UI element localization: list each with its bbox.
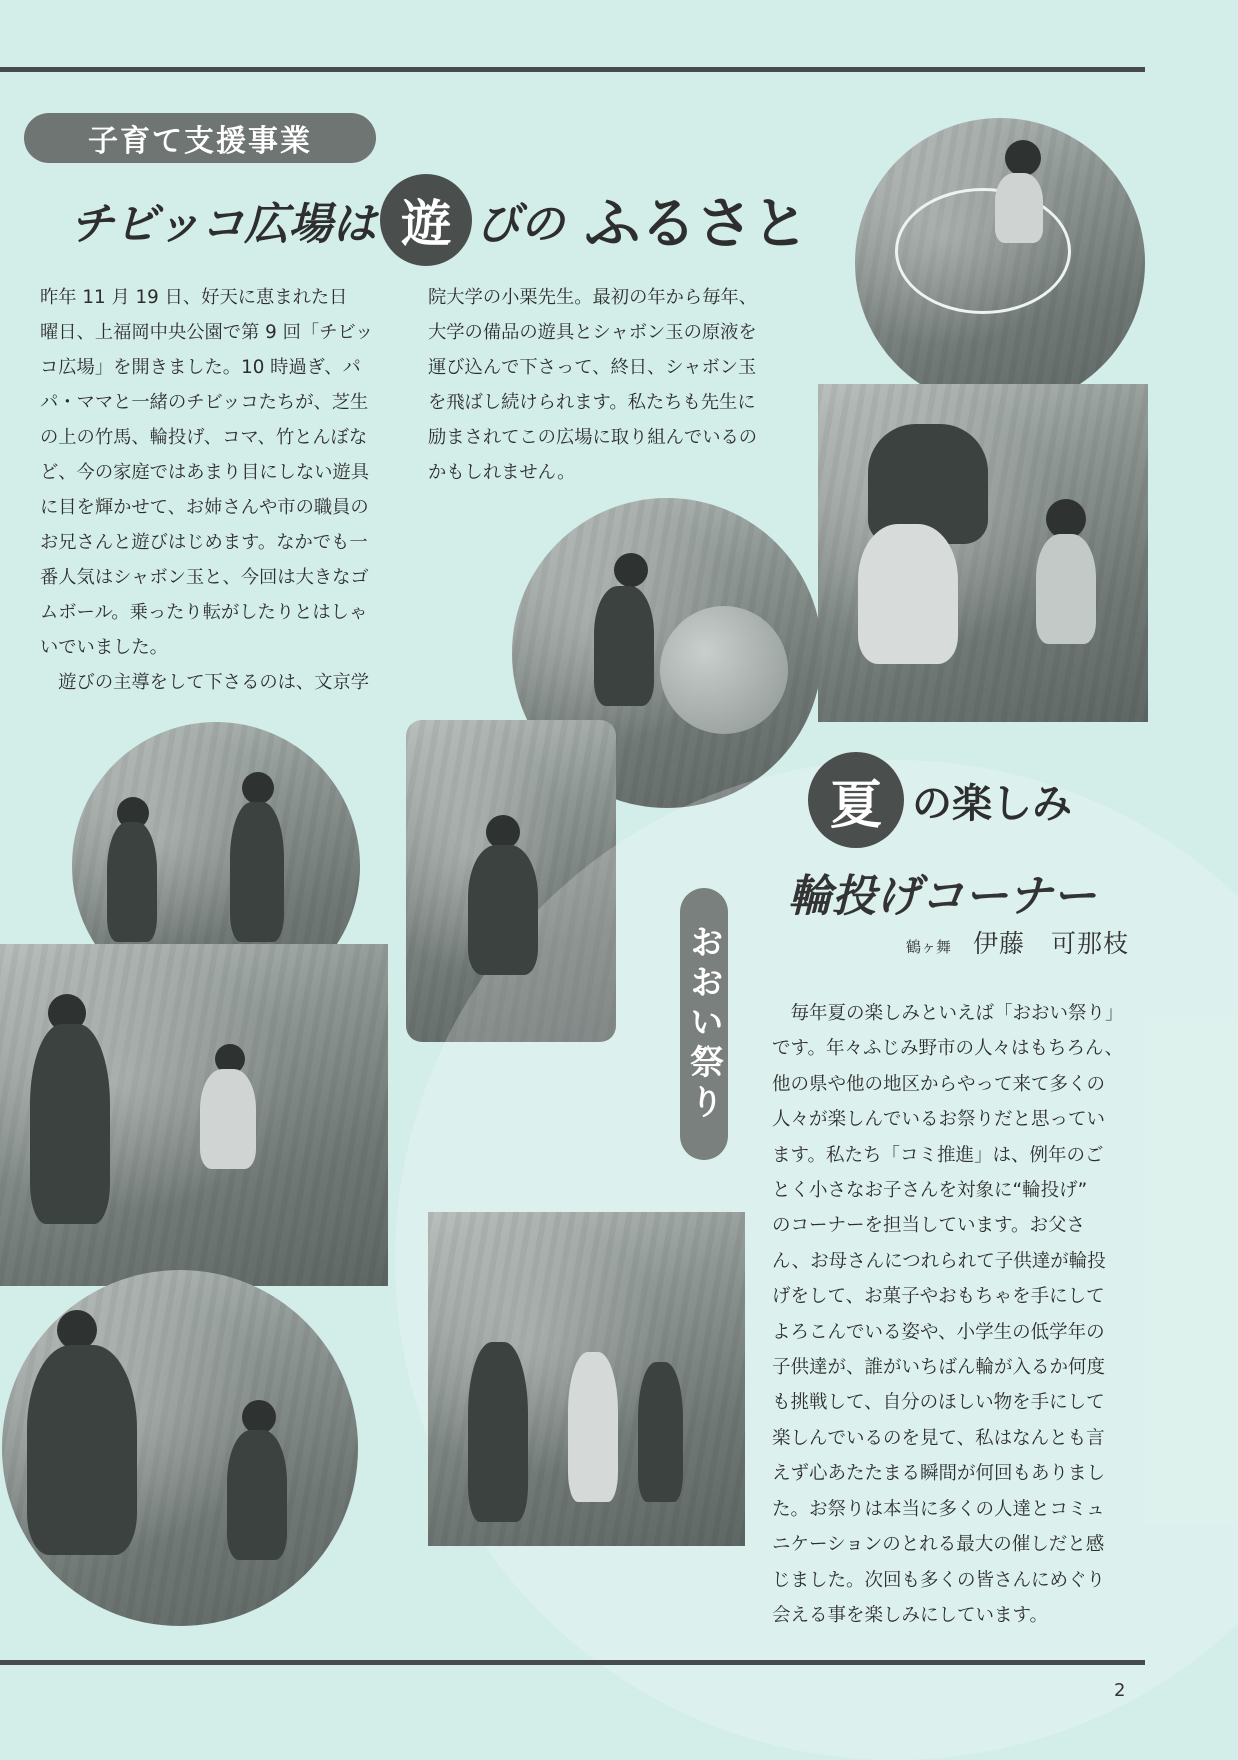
page-number: 2 — [1114, 1680, 1126, 1701]
festival-vertical-label: おおい祭り — [680, 888, 728, 1160]
article2-subtitle: 輪投げコーナー — [788, 871, 1096, 922]
photo-festival-ring-toss-booth — [428, 1212, 745, 1546]
title-mark-circle: 遊 — [380, 174, 472, 266]
bottom-rule — [0, 1660, 1145, 1665]
title-part-b: びの — [476, 199, 565, 250]
photo-adult-and-girl — [2, 1270, 358, 1626]
photo-hula-hoop-child — [855, 118, 1145, 408]
photo-adult-and-child-with-bag — [818, 384, 1148, 722]
author-byline — [906, 924, 1129, 960]
article-body-column-1: 昨年 11 月 19 日、好天に恵まれた日 曜日、上福岡中央公園で第 9 回「チビッ コ広場」を開きました。10 時過ぎ、パ パ・ママと一緒のチビッコたちが、芝生 の上の竹馬、輪投げ、コマ、竹とんぼな ど、今の家庭ではあまり目にしない遊具 に目を輝かせて、お姉さんや市の職員の お兄さんと遊びはじめます。なかでも一 番人気はシャボン玉と、今回は大きなゴ ムボール。乗ったり転がしたりとはしゃ いでいました。 遊びの主導をして下さるのは、文京学 — [40, 287, 374, 693]
article-body-column-2: 院大学の小栗先生。最初の年から毎年、 大学の備品の遊具とシャボン玉の原液を 運び込んで下さって、終日、シャボン玉 を飛ばし続けられます。私たちも先生に 励まされてこの広場に取り組んでいるの かもしれません。 — [428, 287, 758, 483]
section-label: 子育て支援事業 — [24, 113, 376, 163]
article2-body: 毎年夏の楽しみといえば「おおい祭り」 です。年々ふじみ野市の人々はもちろん、 他の県や他の地区からやって来て多くの 人々が楽しんでいるお祭りだと思ってい ます。私たち「コミ推進」は、例年のご とく小さなお子さんを対象に“輪投げ” のコーナーを担当しています。お父さ ん、お母さんにつれられて子供達が輪投 げをして、お菓子やおもちゃを手にして よろこんでいる姿や、小学生の低学年の 子供達が、誰がいちばん輪が入るか何度 も挑戦して、自分のほしい物を手にして 楽しんでいるのを見て、私はなんとも言 えず心あたたまる瞬間が何回もありまし た。お祭りは本当に多くの人達とコミュ ニケーションのとれる最大の催しだと感 じました。次回も多くの皆さんにめぐり 会える事を楽しみにしています。 — [772, 1003, 1124, 1626]
article-title — [70, 175, 808, 265]
author-name: 伊藤 可那枝 — [973, 929, 1130, 958]
article2-title — [808, 752, 1072, 848]
title-part-c: ふるさと — [584, 192, 809, 257]
title-part-a: チビッコ広場は — [70, 199, 377, 250]
photo-group-in-sandpit — [0, 944, 388, 1286]
title2-rest: の楽しみ — [912, 780, 1072, 827]
author-area: 鶴ヶ舞 — [906, 938, 952, 956]
top-rule — [0, 67, 1145, 72]
title2-mark-circle: 夏 — [808, 752, 904, 848]
